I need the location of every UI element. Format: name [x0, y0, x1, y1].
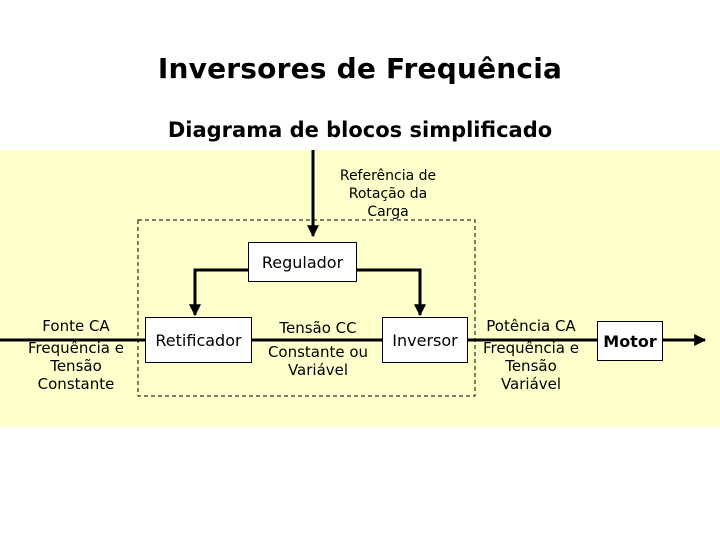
dc-link-line3: Variável: [287, 361, 349, 379]
reference-line3: Carga: [367, 204, 409, 220]
reference-label: [318, 167, 458, 221]
source-line2: Frequência e: [28, 339, 124, 357]
reference-line1: Referência de: [339, 168, 437, 184]
output-line1: Potência CA: [486, 317, 576, 335]
dc-link-label: [256, 319, 380, 379]
rectifier-label: Retificador: [155, 330, 242, 350]
source-line4: Constante: [37, 375, 115, 393]
source-line1: Fonte CA: [42, 317, 110, 335]
motor-label: Motor: [603, 331, 657, 351]
source-label: [18, 317, 134, 393]
dc-link-line2: Constante ou: [267, 343, 369, 361]
regulator-to-rectifier-arrow: [195, 270, 248, 315]
page-subtitle: Diagrama de blocos simplificado: [167, 118, 553, 142]
inverter-label: Inversor: [392, 330, 458, 350]
reference-line2: Rotação da: [348, 186, 428, 202]
output-label: [470, 317, 592, 393]
source-line3: Tensão: [50, 357, 102, 375]
motor-box: [597, 321, 663, 361]
output-line2: Frequência e: [483, 339, 579, 357]
output-line3: Tensão: [505, 357, 557, 375]
dc-link-line1: Tensão CC: [279, 319, 357, 337]
page-title: Inversores de Frequência: [157, 52, 563, 85]
regulator-box: [248, 242, 357, 282]
regulator-to-inverter-arrow: [355, 270, 420, 315]
inverter-box: [382, 317, 468, 363]
regulator-label: Regulador: [261, 252, 344, 272]
output-line4: Variável: [500, 375, 562, 393]
rectifier-box: [145, 317, 252, 363]
